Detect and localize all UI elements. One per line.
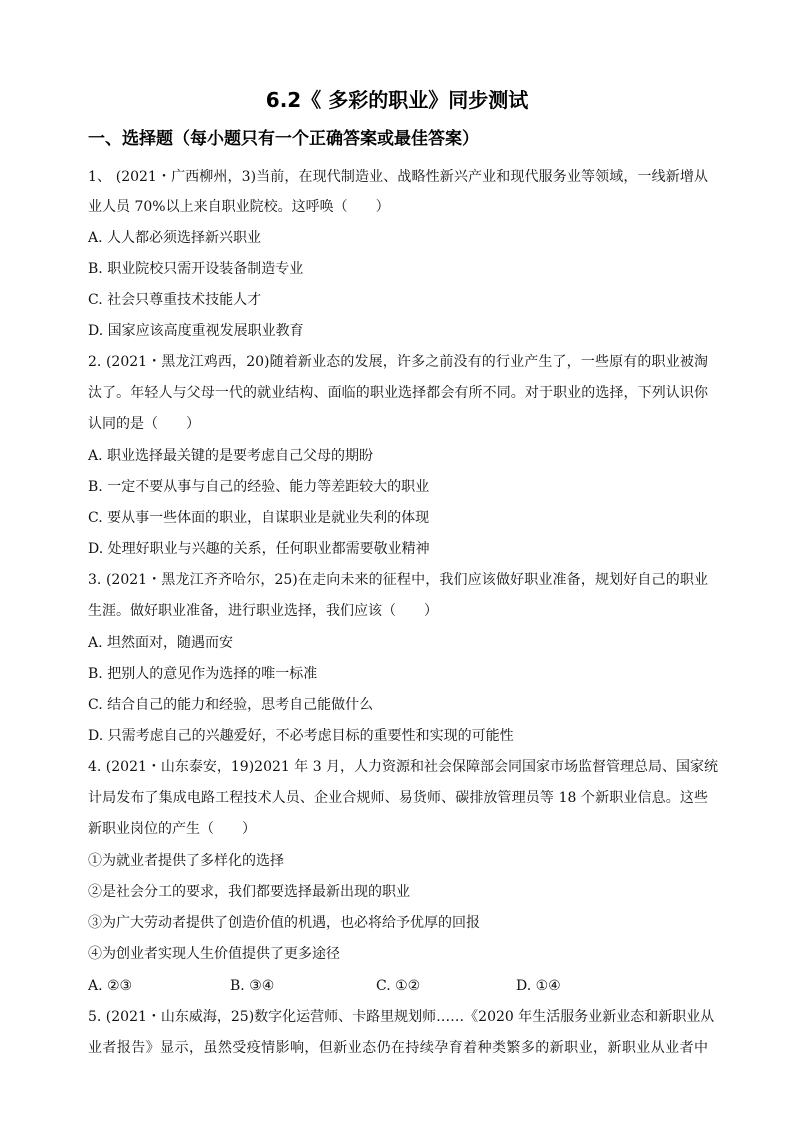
question-1-stem-line-1: 1、 (2021・广西柳州，3)当前，在现代制造业、战略性新兴产业和现代服务业等领域，一线新增从 <box>88 169 708 185</box>
question-3-option-c: C. 结合自己的能力和经验，思考自己能做什么 <box>88 697 374 713</box>
question-4-choice-d: D. ①④ <box>516 978 561 994</box>
question-4-stem-line-2: 计局发布了集成电路工程技术人员、企业合规师、易货师、碳排放管理员等 18 个新职业信息。这些 <box>88 790 708 806</box>
question-1-option-a: A. 人人都必须选择新兴职业 <box>88 230 262 246</box>
question-3-option-a: A. 坦然面对，随遇而安 <box>88 635 234 651</box>
question-2-option-c: C. 要从事一些体面的职业，自谋职业是就业失利的体现 <box>88 510 430 526</box>
question-4-choice-b: B. ③④ <box>230 978 275 994</box>
question-4-statement-3: ③为广大劳动者提供了创造价值的机遇，也必将给予优厚的回报 <box>88 915 480 931</box>
question-4-choice-c: C. ①② <box>376 978 421 994</box>
question-2-option-d: D. 处理好职业与兴趣的关系，任何职业都需要敬业精神 <box>88 541 430 557</box>
question-2-stem-line-2: 汰了。年轻人与父母一代的就业结构、面临的职业选择都会有所不同。对于职业的选择，下列认识你 <box>88 385 708 401</box>
question-2-stem-line-3: 认同的是（ ） <box>88 416 200 432</box>
question-3-option-d: D. 只需考虑自己的兴趣爱好，不必考虑目标的重要性和实现的可能性 <box>88 728 514 744</box>
question-4-choice-a: A. ②③ <box>88 978 133 994</box>
question-3-stem-line-2: 生涯。做好职业准备，进行职业选择，我们应该（ ） <box>88 603 438 619</box>
question-2-option-a: A. 职业选择最关键的是要考虑自己父母的期盼 <box>88 448 374 464</box>
question-5-stem-line-1: 5. (2021・山东威海，25)数字化运营师、卡路里规划师……《2020 年生活服务业新业态和新职业从 <box>88 1009 715 1025</box>
question-1-option-c: C. 社会只尊重技术技能人才 <box>88 292 262 308</box>
section-heading: 一、选择题（每小题只有一个正确答案或最佳答案） <box>88 129 479 149</box>
question-2-stem-line-1: 2. (2021・黑龙江鸡西，20)随着新业态的发展，许多之前没有的行业产生了，一些原有的职业被淘 <box>88 354 708 370</box>
question-1-option-d: D. 国家应该高度重视发展职业教育 <box>88 323 304 339</box>
question-1-option-b: B. 职业院校只需开设装备制造专业 <box>88 261 304 277</box>
question-4-statement-2: ②是社会分工的要求，我们都要选择最新出现的职业 <box>88 884 410 900</box>
question-4-statement-4: ④为创业者实现人生价值提供了更多途径 <box>88 946 340 962</box>
question-1-stem-line-2: 业人员 70%以上来自职业院校。这呼唤（ ） <box>88 199 390 215</box>
page-title: 6.2《 多彩的职业》同步测试 <box>265 88 529 112</box>
question-3-option-b: B. 把别人的意见作为选择的唯一标准 <box>88 666 318 682</box>
question-4-stem-line-1: 4. (2021・山东泰安，19)2021 年 3 月，人力资源和社会保障部会同国家市场监督管理总局、国家统 <box>88 759 719 775</box>
question-3-stem-line-1: 3. (2021・黑龙江齐齐哈尔，25)在走向未来的征程中，我们应该做好职业准备，规划好自己的职业 <box>88 572 708 588</box>
question-4-stem-line-3: 新职业岗位的产生（ ） <box>88 821 256 837</box>
question-5-stem-line-2: 业者报告》显示，虽然受疫情影响，但新业态仍在持续孕育着种类繁多的新职业，新职业从业者中 <box>88 1040 708 1056</box>
question-2-option-b: B. 一定不要从事与自己的经验、能力等差距较大的职业 <box>88 479 430 495</box>
question-4-statement-1: ①为就业者提供了多样化的选择 <box>88 853 284 869</box>
